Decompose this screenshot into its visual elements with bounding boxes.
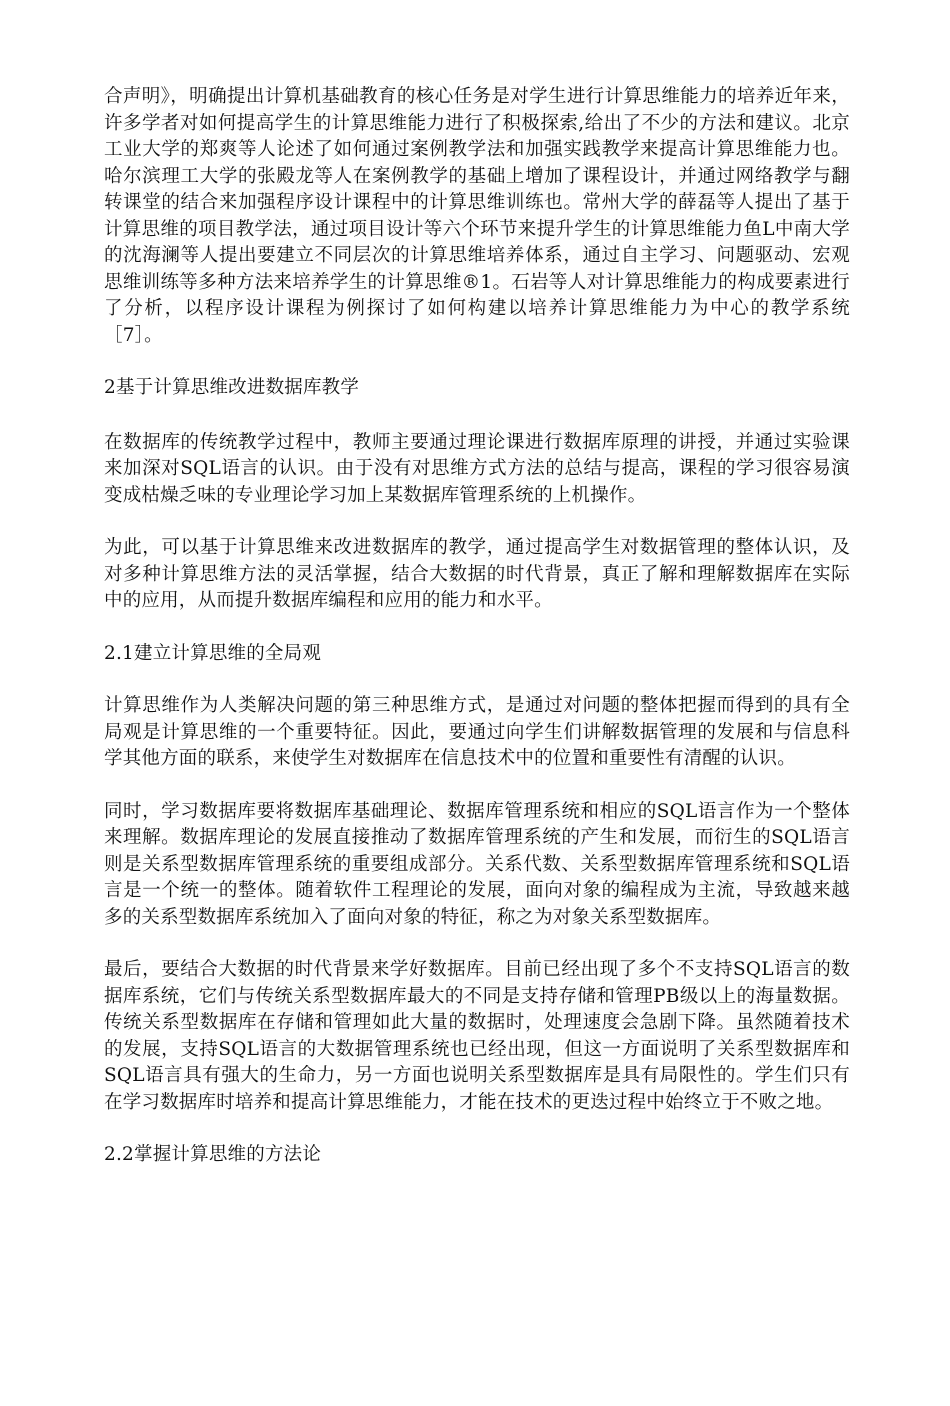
paragraph-6: 最后，要结合大数据的时代背景来学好数据库。目前已经出现了多个不支持SQL语言的数据库系统，它们与传统关系型数据库最大的不同是支持存储和管理PB级以上的海量数据。传统关系型数据库在存储和管理如此大量的数据时，处理速度会急剧下降。虽然随着技术的发展，支持SQL语言的大数据管理系统也已经出现，但这一方面说明了关系型数据库和SQL语言具有强大的生命力，另一方面也说明关系型数据库是具有局限性的。学生们只有在学习数据库时培养和提高计算思维能力，才能在技术的更迭过程中始终立于不败之地。 xyxy=(104,959,850,1113)
paragraph-5: 同时，学习数据库要将数据库基础理论、数据库管理系统和相应的SQL语言作为一个整体来理解。数据库理论的发展直接推动了数据库管理系统的产生和发展，而衍生的SQL语言则是关系型数据库管理系统的重要组成部分。关系代数、关系型数据库管理系统和SQL语言是一个统一的整体。随着软件工程理论的发展，面向对象的编程成为主流，导致越来越多的关系型数据库系统加入了面向对象的特征，称之为对象关系型数据库。 xyxy=(104,800,850,928)
paragraph-3: 为此，可以基于计算思维来改进数据库的教学，通过提高学生对数据管理的整体认识，及对多种计算思维方法的灵活掌握，结合大数据的时代背景，真正了解和理解数据库在实际中的应用，从而提升数据库编程和应用的能力和水平。 xyxy=(104,537,850,611)
paragraph-4: 计算思维作为人类解决问题的第三种思维方式，是通过对问题的整体把握而得到的具有全局观是计算思维的一个重要特征。因此，要通过向学生们讲解数据管理的发展和与信息科学其他方面的联系，来使学生对数据库在信息技术中的位置和重要性有清醒的认识。 xyxy=(104,695,850,769)
document-body xyxy=(104,84,850,1195)
subsection-heading-2-2: 2.2掌握计算思维的方法论 xyxy=(104,1144,322,1165)
paragraph-2: 在数据库的传统教学过程中，教师主要通过理论课进行数据库原理的讲授，并通过实验课来加深对SQL语言的认识。由于没有对思维方式方法的总结与提高，课程的学习很容易演变成枯燥乏味的专业理论学习加上某数据库管理系统的上机操作。 xyxy=(104,431,850,506)
subsection-heading-2-1: 2.1建立计算思维的全局观 xyxy=(104,642,322,664)
section-heading-2: 2基于计算思维改进数据库教学 xyxy=(104,377,360,398)
paragraph-1: 合声明》，明确提出计算机基础教育的核心任务是对学生进行计算思维能力的培养近年来，许多学者对如何提高学生的计算思维能力进行了积极探索,给出了不少的方法和建议。北京工业大学的郑爽等人论述了如何通过案例教学法和加强实践教学来提高计算思维能力也。哈尔滨理工大学的张殿龙等人在案例教学的基础上增加了课程设计，并通过网络教学与翻转课堂的结合来加强程序设计课程中的计算思维训练也。常州大学的薛磊等人提出了基于计算思维的项目教学法，通过项目设计等六个环节来提升学生的计算思维能力鱼L中南大学的沈海澜等人提出要建立不同层次的计算思维培养体系，通过自主学习、问题驱动、宏观思维训练等多种方法来培养学生的计算思维®1。石岩等人对计算思维能力的构成要素进行了分析，以程序设计课程为例探讨了如何构建以培养计算思维能力为中心的教学系统［7］。 xyxy=(104,86,850,346)
